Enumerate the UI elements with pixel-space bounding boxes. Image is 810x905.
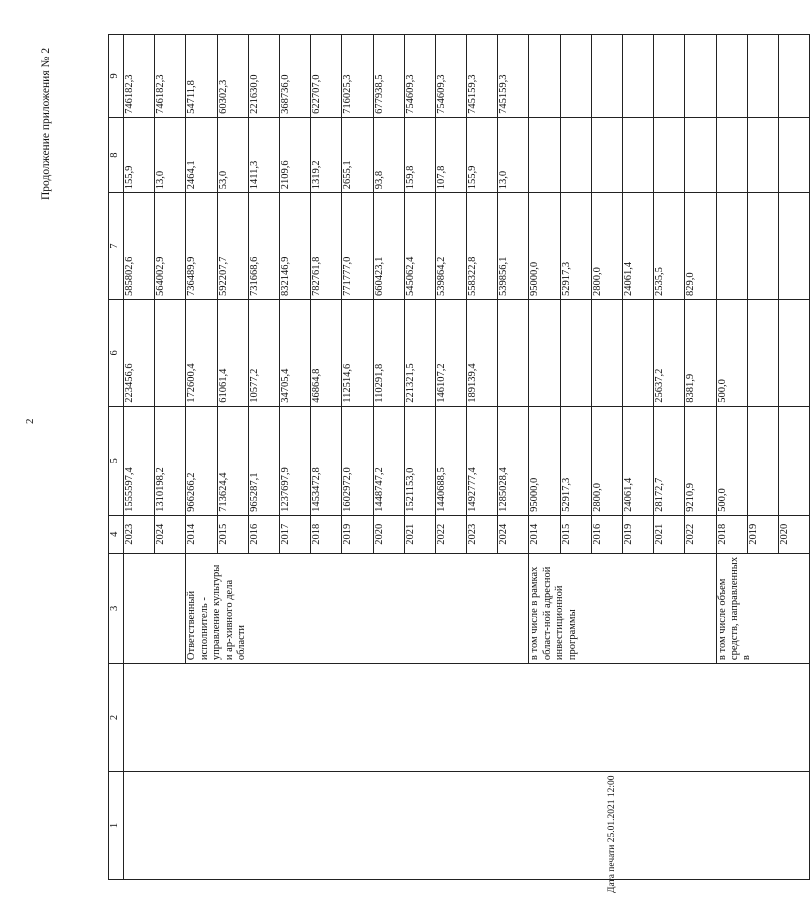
column-number: 9 xyxy=(109,35,124,118)
value-cell-c9: 677938,5 xyxy=(373,35,404,118)
value-cell-c8: 2464,1 xyxy=(186,117,217,192)
col1-cell xyxy=(124,772,810,880)
year-cell: 2016 xyxy=(248,515,279,553)
value-cell-c5: 2800,0 xyxy=(591,406,622,515)
value-cell-c5: 1448747,2 xyxy=(373,406,404,515)
value-cell-c6: 34705,4 xyxy=(279,299,310,406)
value-cell-c8 xyxy=(529,117,560,192)
value-cell-c6 xyxy=(623,299,654,406)
value-cell-c9 xyxy=(716,35,747,118)
value-cell-c9 xyxy=(623,35,654,118)
print-date: Дата печати 25.01.2021 12:00 xyxy=(607,775,617,893)
year-cell: 2020 xyxy=(778,515,809,553)
value-cell-c5: 1453472,8 xyxy=(311,406,342,515)
value-cell-c8 xyxy=(685,117,716,192)
value-cell-c9: 745159,3 xyxy=(498,35,529,118)
value-cell-c6: 25637,2 xyxy=(654,299,685,406)
value-cell-c6 xyxy=(778,299,809,406)
year-cell: 2014 xyxy=(186,515,217,553)
continuation-title: Продолжение приложения № 2 xyxy=(40,47,52,200)
value-cell-c8: 13,0 xyxy=(155,117,186,192)
value-cell-c6: 112514,6 xyxy=(342,299,373,406)
budget-table xyxy=(108,34,810,880)
year-cell: 2021 xyxy=(654,515,685,553)
value-cell-c7 xyxy=(747,193,778,300)
value-cell-c8: 1411,3 xyxy=(248,117,279,192)
value-cell-c7 xyxy=(778,193,809,300)
value-cell-c8 xyxy=(778,117,809,192)
value-cell-c5: 1602972,0 xyxy=(342,406,373,515)
value-cell-c8 xyxy=(623,117,654,192)
value-cell-c9 xyxy=(591,35,622,118)
year-cell: 2021 xyxy=(404,515,435,553)
value-cell-c5: 1555597,4 xyxy=(124,406,155,515)
value-cell-c5: 1492777,4 xyxy=(467,406,498,515)
column-number: 5 xyxy=(109,406,124,515)
value-cell-c7: 829,0 xyxy=(685,193,716,300)
value-cell-c7: 539864,2 xyxy=(435,193,466,300)
value-cell-c9 xyxy=(778,35,809,118)
column-number: 7 xyxy=(109,193,124,300)
column-number-row xyxy=(109,35,124,880)
value-cell-c8: 155,9 xyxy=(467,117,498,192)
value-cell-c8 xyxy=(560,117,591,192)
value-cell-c5: 500,0 xyxy=(716,406,747,515)
value-cell-c8: 107,8 xyxy=(435,117,466,192)
value-cell-c6: 172600,4 xyxy=(186,299,217,406)
value-cell-c8: 93,8 xyxy=(373,117,404,192)
value-cell-c6 xyxy=(498,299,529,406)
column-number: 4 xyxy=(109,515,124,553)
value-cell-c7: 2800,0 xyxy=(591,193,622,300)
value-cell-c7: 832146,9 xyxy=(279,193,310,300)
year-cell: 2014 xyxy=(529,515,560,553)
value-cell-c9 xyxy=(529,35,560,118)
value-cell-c8 xyxy=(591,117,622,192)
year-cell: 2018 xyxy=(311,515,342,553)
value-cell-c6: 10577,2 xyxy=(248,299,279,406)
value-cell-c6: 8381,9 xyxy=(685,299,716,406)
value-cell-c5: 95000,0 xyxy=(529,406,560,515)
value-cell-c9: 716025,3 xyxy=(342,35,373,118)
row-group-label xyxy=(124,553,186,663)
value-cell-c6: 46864,8 xyxy=(311,299,342,406)
value-cell-c9 xyxy=(560,35,591,118)
value-cell-c9 xyxy=(654,35,685,118)
value-cell-c5: 1521153,0 xyxy=(404,406,435,515)
value-cell-c5: 1310198,2 xyxy=(155,406,186,515)
value-cell-c6: 223456,6 xyxy=(124,299,155,406)
value-cell-c8 xyxy=(716,117,747,192)
value-cell-c7: 782761,8 xyxy=(311,193,342,300)
value-cell-c7 xyxy=(716,193,747,300)
row-group-label: Ответственный исполнитель - управление культуры и ар-хивного дела области xyxy=(186,553,529,663)
value-cell-c8: 2109,6 xyxy=(279,117,310,192)
value-cell-c6: 110291,8 xyxy=(373,299,404,406)
value-cell-c9: 368736,0 xyxy=(279,35,310,118)
value-cell-c6: 61061,4 xyxy=(217,299,248,406)
column-number: 8 xyxy=(109,117,124,192)
value-cell-c9 xyxy=(685,35,716,118)
value-cell-c5: 1285028,4 xyxy=(498,406,529,515)
value-cell-c7: 585802,6 xyxy=(124,193,155,300)
value-cell-c6: 189139,4 xyxy=(467,299,498,406)
value-cell-c9 xyxy=(747,35,778,118)
value-cell-c6 xyxy=(529,299,560,406)
value-cell-c8: 13,0 xyxy=(498,117,529,192)
value-cell-c5 xyxy=(778,406,809,515)
value-cell-c6: 146107,2 xyxy=(435,299,466,406)
value-cell-c9: 754609,3 xyxy=(435,35,466,118)
column-number: 3 xyxy=(109,553,124,663)
value-cell-c7: 2535,5 xyxy=(654,193,685,300)
value-cell-c5: 24061,4 xyxy=(623,406,654,515)
value-cell-c7: 731668,6 xyxy=(248,193,279,300)
value-cell-c5: 1440688,5 xyxy=(435,406,466,515)
value-cell-c7: 52917,3 xyxy=(560,193,591,300)
value-cell-c7: 736489,9 xyxy=(186,193,217,300)
value-cell-c8: 2655,1 xyxy=(342,117,373,192)
year-cell: 2017 xyxy=(279,515,310,553)
year-cell: 2018 xyxy=(716,515,747,553)
year-cell: 2016 xyxy=(591,515,622,553)
column-number: 1 xyxy=(109,772,124,880)
value-cell-c9: 745159,3 xyxy=(467,35,498,118)
value-cell-c7: 564002,9 xyxy=(155,193,186,300)
value-cell-c8 xyxy=(747,117,778,192)
value-cell-c5 xyxy=(747,406,778,515)
value-cell-c7: 558322,8 xyxy=(467,193,498,300)
value-cell-c7: 95000,0 xyxy=(529,193,560,300)
value-cell-c5: 965287,1 xyxy=(248,406,279,515)
table-row xyxy=(124,35,155,880)
year-cell: 2023 xyxy=(124,515,155,553)
value-cell-c5: 28172,7 xyxy=(654,406,685,515)
value-cell-c9: 60302,3 xyxy=(217,35,248,118)
value-cell-c9: 622707,0 xyxy=(311,35,342,118)
value-cell-c8: 159,8 xyxy=(404,117,435,192)
value-cell-c5: 713624,4 xyxy=(217,406,248,515)
year-cell: 2023 xyxy=(467,515,498,553)
column-number: 2 xyxy=(109,664,124,772)
value-cell-c9: 221630,0 xyxy=(248,35,279,118)
value-cell-c6 xyxy=(747,299,778,406)
value-cell-c9: 746182,3 xyxy=(155,35,186,118)
year-cell: 2022 xyxy=(685,515,716,553)
value-cell-c7: 545062,4 xyxy=(404,193,435,300)
value-cell-c6: 500,0 xyxy=(716,299,747,406)
rotated-table-container xyxy=(108,34,790,880)
column-number: 6 xyxy=(109,299,124,406)
col2-cell xyxy=(124,664,810,772)
year-cell: 2019 xyxy=(342,515,373,553)
value-cell-c8: 53,0 xyxy=(217,117,248,192)
page-number: 2 xyxy=(24,418,36,424)
year-cell: 2015 xyxy=(560,515,591,553)
year-cell: 2024 xyxy=(498,515,529,553)
year-cell: 2022 xyxy=(435,515,466,553)
value-cell-c5: 1237697,9 xyxy=(279,406,310,515)
value-cell-c5: 9210,9 xyxy=(685,406,716,515)
year-cell: 2019 xyxy=(623,515,654,553)
value-cell-c9: 746182,3 xyxy=(124,35,155,118)
value-cell-c6: 221321,5 xyxy=(404,299,435,406)
row-group-label: в том числе объем средств, направленных в xyxy=(716,553,810,663)
year-cell: 2020 xyxy=(373,515,404,553)
value-cell-c5: 966266,2 xyxy=(186,406,217,515)
value-cell-c6 xyxy=(155,299,186,406)
value-cell-c7: 660423,1 xyxy=(373,193,404,300)
value-cell-c7: 24061,4 xyxy=(623,193,654,300)
year-cell: 2024 xyxy=(155,515,186,553)
value-cell-c6 xyxy=(560,299,591,406)
value-cell-c9: 54711,8 xyxy=(186,35,217,118)
row-group-label: в том числе в рамках област-ной адресной инвестиционной программы xyxy=(529,553,716,663)
value-cell-c5: 52917,3 xyxy=(560,406,591,515)
value-cell-c7: 592207,7 xyxy=(217,193,248,300)
value-cell-c8 xyxy=(654,117,685,192)
table-body xyxy=(109,35,810,880)
value-cell-c8: 155,9 xyxy=(124,117,155,192)
value-cell-c9: 754609,3 xyxy=(404,35,435,118)
value-cell-c6 xyxy=(591,299,622,406)
year-cell: 2019 xyxy=(747,515,778,553)
year-cell: 2015 xyxy=(217,515,248,553)
value-cell-c7: 771777,0 xyxy=(342,193,373,300)
value-cell-c7: 539856,1 xyxy=(498,193,529,300)
value-cell-c8: 1319,2 xyxy=(311,117,342,192)
